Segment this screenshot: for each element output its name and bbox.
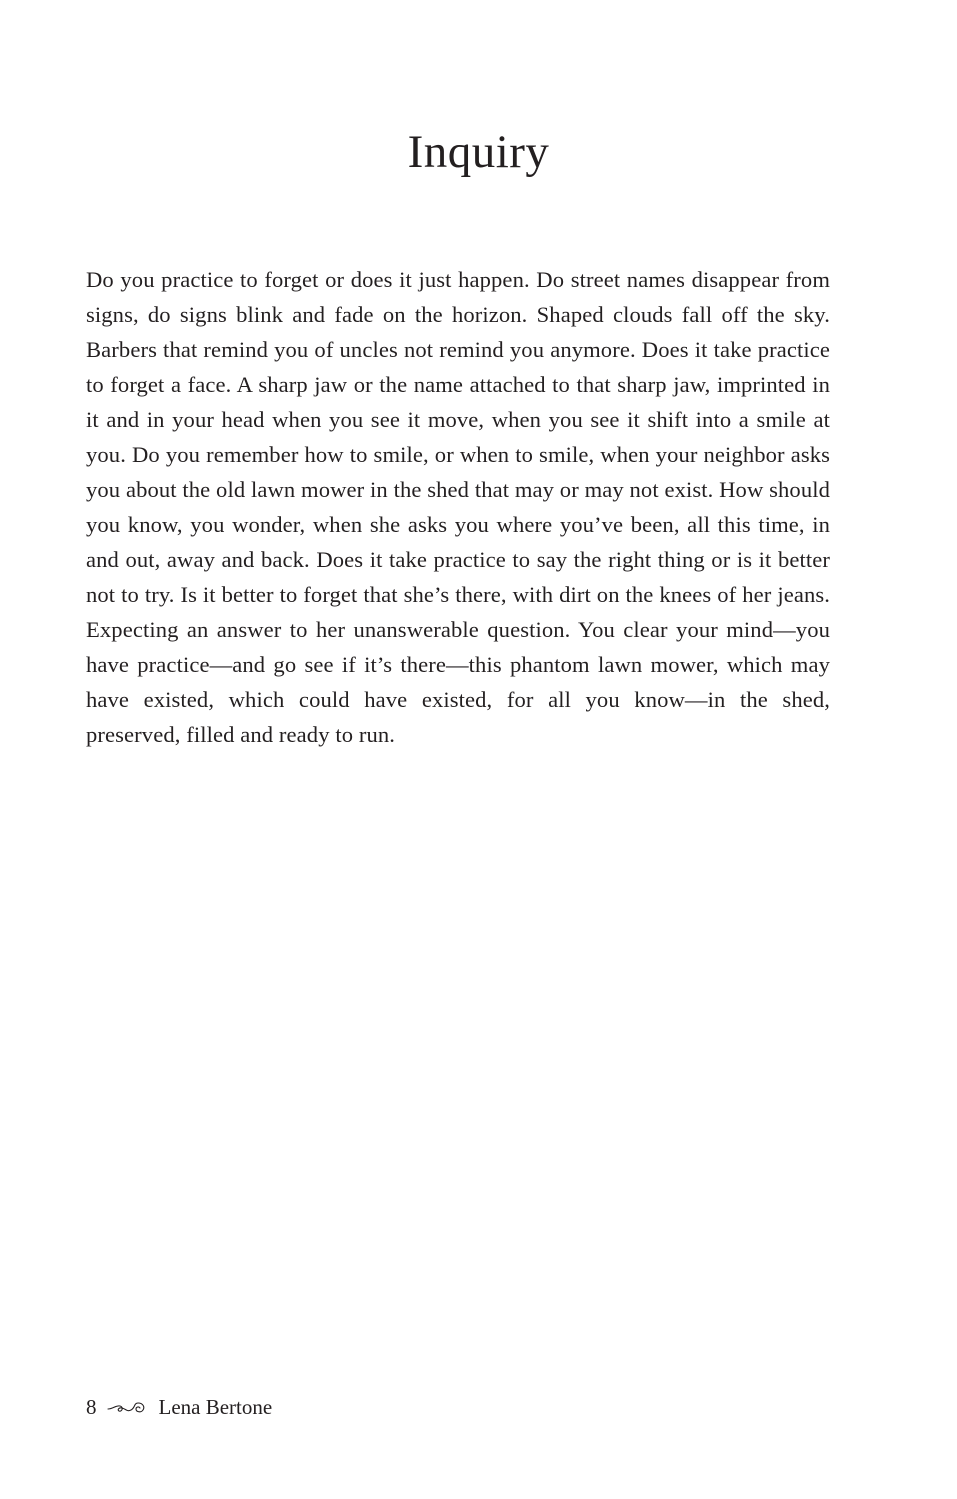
poem-title: Inquiry: [407, 126, 550, 178]
page-footer: [86, 1392, 272, 1422]
author-name: Lena Bertone: [158, 1395, 273, 1419]
flourish-ornament-icon: [107, 1399, 147, 1415]
poem-body: Do you practice to forget or does it just happen. Do street names disappear from signs, do signs blink and fade on the horizon. Shaped clouds fall off the sky. Barbers that remind you of uncles not remind you anymore. Does it take practice to forget a face. A sharp jaw or the name attached to that sharp jaw, imprinted in it and in your head when you see it move, when you see it shift into a smile at you. Do you remember how to smile, or when to smile, when your neighbor asks you about the old lawn mower in the shed that may or may not exist. How should you know, you wonder, when she asks you where you’ve been, all this time, in and out, away and back. Does it take practice to say the right thing or is it better not to try. Is it better to forget that she’s there, with dirt on the knees of her jeans. Expecting an answer to her unanswerable question. You clear your mind—you have practice—and go see if it’s there—this phantom lawn mower, which may have existed, which could have existed, for all you know—in the shed, preserved, filled and ready to run.: [86, 267, 830, 747]
page-number: 8: [86, 1395, 97, 1419]
